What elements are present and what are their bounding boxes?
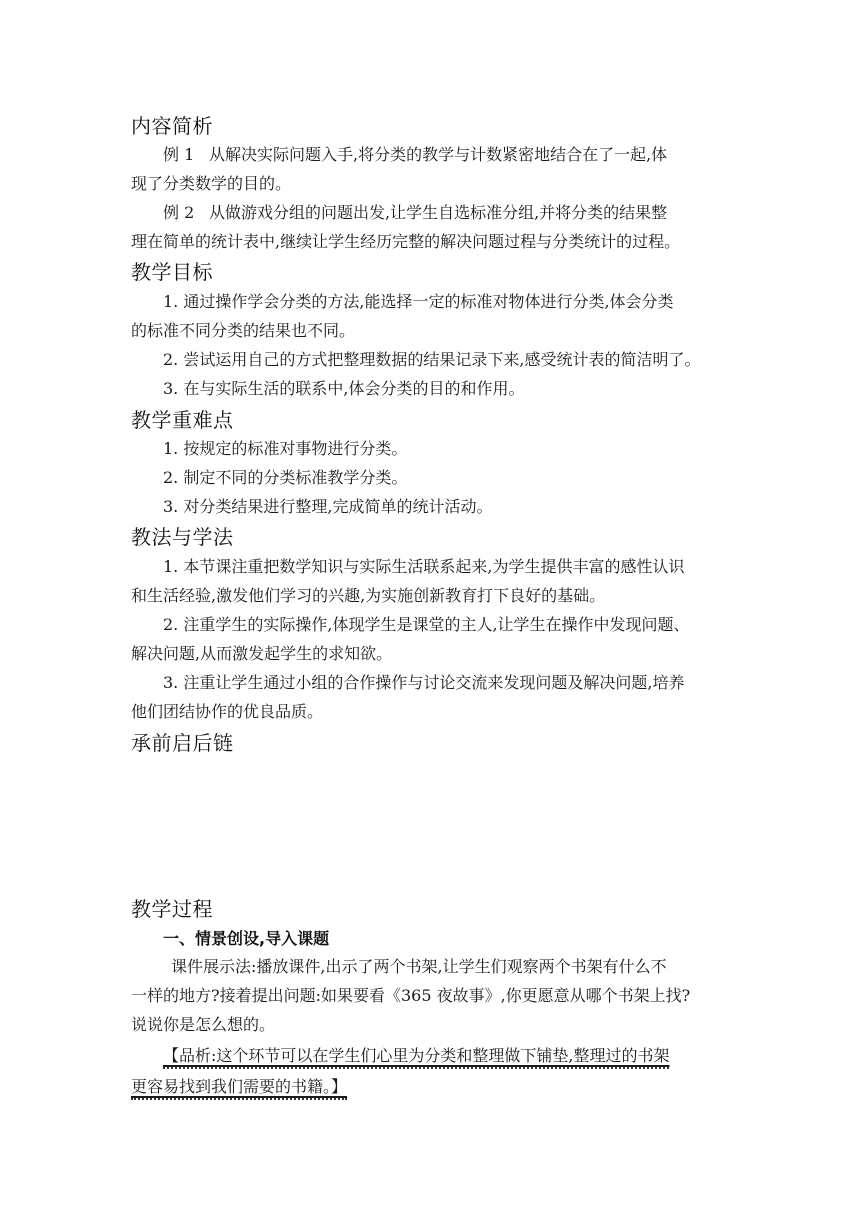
analysis-note (131, 1040, 733, 1102)
heading-teaching-goals: 教学目标 (131, 260, 213, 284)
example-1-line-1 (131, 140, 731, 169)
method-3-line-1: 3. 注重让学生通过小组的合作操作与讨论交流来发现问题及解决问题,培养 (163, 673, 685, 692)
keypoint-3-line: 3. 对分类结果进行整理,完成简单的统计活动。 (163, 497, 493, 516)
method-1-line-2: 和生活经验,激发他们学习的兴趣,为实施创新教育打下良好的基础。 (131, 586, 606, 605)
example-2-line-1 (131, 198, 731, 227)
method-item-2 (131, 610, 731, 668)
heading-link: 承前启后链 (131, 731, 234, 755)
example-2-label: 例 2 (163, 203, 195, 222)
process-line-2: 一样的地方?接着提出问题:如果要看《365 夜故事》,你更愿意从哪个书架上找? (131, 986, 691, 1005)
analysis-example-1 (131, 140, 731, 198)
method-2-line-2: 解决问题,从而激发起学生的求知欲。 (131, 644, 393, 663)
goal-2-line: 2. 尝试运用自己的方式把整理数据的结果记录下来,感受统计表的简洁明了。 (163, 350, 701, 369)
process-line-3: 说说你是怎么想的。 (131, 1015, 276, 1034)
note-line-2 (131, 1071, 733, 1102)
method-item-1 (131, 552, 731, 610)
example-1-line-2: 现了分类数学的目的。 (131, 174, 292, 193)
example-2-line-2: 理在简单的统计表中,继续让学生经历完整的解决问题过程与分类统计的过程。 (131, 232, 681, 251)
example-1-text: 从解决实际问题入手,将分类的教学与计数紧密地结合在了一起,体 (209, 145, 668, 164)
goal-1-line-2: 的标准不同分类的结果也不同。 (131, 321, 356, 340)
goal-3-line: 3. 在与实际生活的联系中,体会分类的目的和作用。 (163, 379, 525, 398)
goal-1-line-1: 1. 通过操作学会分类的方法,能选择一定的标准对物体进行分类,体会分类 (163, 292, 674, 311)
goal-item-3 (131, 374, 731, 403)
method-item-3 (131, 668, 731, 726)
example-2-text: 从做游戏分组的问题出发,让学生自选标准分组,并将分类的结果整 (209, 203, 668, 222)
note-line-1 (131, 1040, 733, 1071)
heading-teaching-process: 教学过程 (131, 897, 213, 921)
method-1-line-1: 1. 本节课注重把数学知识与实际生活联系起来,为学生提供丰富的感性认识 (163, 557, 685, 576)
process-paragraph (131, 952, 731, 1039)
note-line-2-text: 更容易找到我们需要的书籍。】 (131, 1077, 347, 1100)
keypoint-2-line: 2. 制定不同的分类标准教学分类。 (163, 468, 408, 487)
keypoint-item-1 (131, 434, 731, 463)
method-2-line-1: 2. 注重学生的实际操作,体现学生是课堂的主人,让学生在操作中发现问题、 (163, 615, 690, 634)
heading-methods: 教法与学法 (131, 525, 234, 549)
analysis-example-2 (131, 198, 731, 256)
goal-item-2 (131, 345, 731, 374)
step-1-title: 一、情景创设,导入课题 (163, 929, 330, 948)
keypoint-1-line: 1. 按规定的标准对事物进行分类。 (163, 439, 408, 458)
process-line-1: 课件展示法:播放课件,出示了两个书架,让学生们观察两个书架有什么不 (171, 957, 667, 976)
heading-content-analysis: 内容简析 (131, 114, 213, 138)
note-line-1-text: 【品析:这个环节可以在学生们心里为分类和整理做下铺垫,整理过的书架 (163, 1046, 669, 1069)
keypoint-item-3 (131, 492, 731, 521)
goal-item-1 (131, 287, 731, 345)
keypoint-item-2 (131, 463, 731, 492)
method-3-line-2: 他们团结协作的优良品质。 (131, 702, 324, 721)
example-1-label: 例 1 (163, 145, 195, 164)
heading-key-points: 教学重难点 (131, 408, 234, 432)
